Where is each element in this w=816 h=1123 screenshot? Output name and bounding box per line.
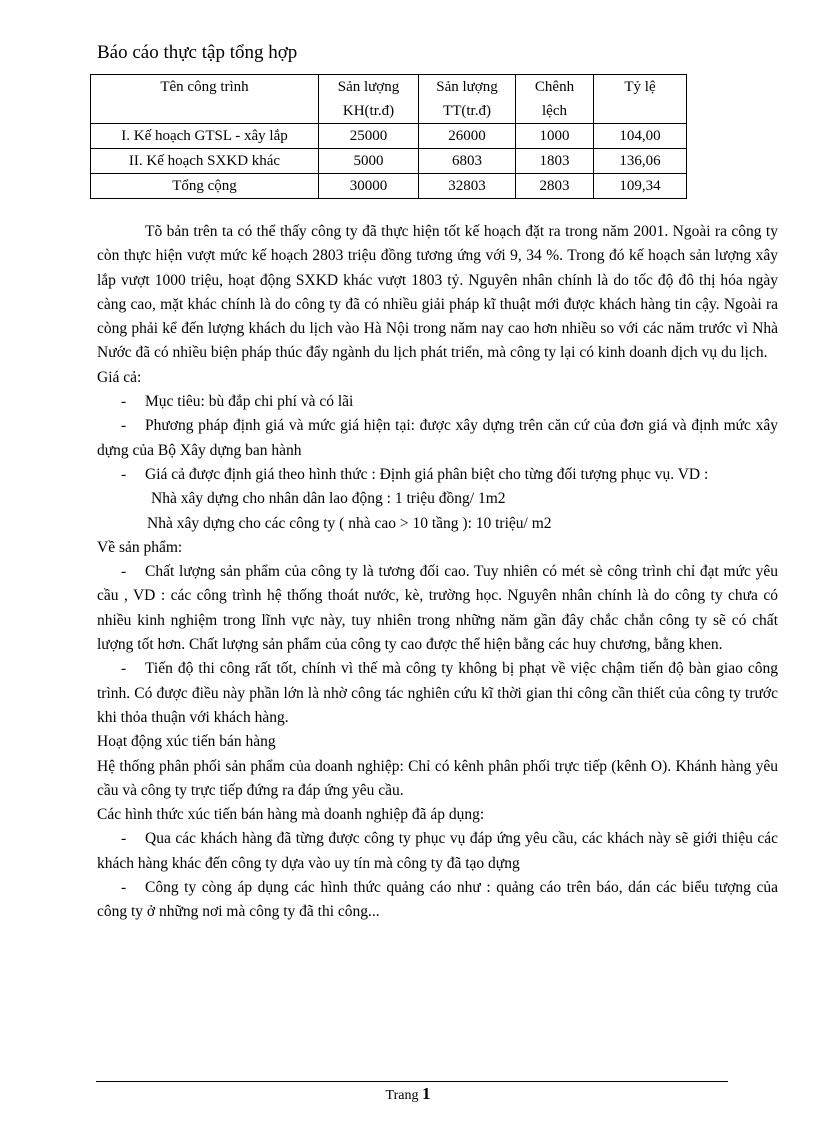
promotion-methods-heading: Các hình thức xúc tiến bán hàng mà doanh nghiệp đã áp dụng: (97, 806, 485, 824)
body-content (97, 220, 778, 925)
table-header-row (91, 75, 687, 124)
table-cell: 5000 (319, 149, 419, 174)
table-cell: 1000 (516, 124, 594, 149)
table-cell: 136,06 (594, 149, 687, 174)
example-line: Nhà xây dựng cho nhân dân lao động : 1 triệu đồng/ 1m2 (151, 490, 506, 508)
table-cell: 26000 (419, 124, 516, 149)
table-cell: II. Kế hoạch SXKD khác (91, 149, 319, 174)
bullet-dash: - (121, 660, 127, 678)
table-row-total (91, 174, 687, 199)
bullet-dash: - (121, 465, 127, 483)
table-cell: 30000 (319, 174, 419, 199)
list-item: - Tiến độ thi công rất tốt, chính vì thế mà công ty không bị phạt về việc chậm tiến độ bàn giao công trình. Có được điều này phần lớn là nhờ công tác nghiên cứu kĩ thời gian thi công cần thiết của công ty trước khi thỏa thuận với khách hàng. (97, 657, 778, 730)
example-line: Nhà xây dựng cho các công ty ( nhà cao > 10 tầng ): 10 triệu/ m2 (147, 514, 552, 532)
bullet-dash: - (121, 417, 127, 435)
page-label: Trang (385, 1088, 419, 1103)
table-cell: Tổng cộng (91, 174, 319, 199)
table-row (91, 149, 687, 174)
bullet-dash: - (121, 879, 127, 897)
page-footer (0, 1084, 816, 1104)
list-item: - Chất lượng sản phẩm của công ty là tương đối cao. Tuy nhiên có mét sè công trình chỉ đạt mức yêu cầu , VD : các công trình hệ thống thoát nước, kè, trường học. Nguyên nhân chính là do công ty chưa có nhiều kinh nghiệm trong lĩnh vực này, tuy nhiên trong những năm gần đây chắc chắn công ty sẽ có chất lượng tốt hơn. Chất lượng sản phẩm của công ty cao được thể hiện bằng các huy chương, bằng khen. (97, 560, 778, 657)
table-cell: 109,34 (594, 174, 687, 199)
col-header-ratio: Tỷ lệ (594, 75, 687, 124)
distribution-paragraph: Hệ thống phân phối sản phẩm của doanh nghiệp: Chỉ có kênh phân phối trực tiếp (kênh O). Khánh hàng yêu cầu và công ty trực tiếp đứng ra đáp ứng yêu cầu. (97, 757, 778, 799)
list-item: - Công ty còng áp dụng các hình thức quảng cáo như : quảng cáo trên báo, dán các biểu tượng của công ty ở những nơi mà công ty đã thi công... (97, 876, 778, 925)
table-cell: 2803 (516, 174, 594, 199)
bullet-dash: - (121, 563, 127, 581)
section-heading-product: Về sản phẩm: (97, 538, 183, 556)
bullet-dash: - (121, 830, 127, 848)
page-title: Báo cáo thực tập tổng hợp (97, 42, 298, 63)
section-heading-price: Giá cả: (97, 368, 142, 386)
list-item: - Giá cả được định giá theo hình thức : Định giá phân biệt cho từng đối tượng phục vụ. VD : (97, 463, 778, 487)
table-cell: 25000 (319, 124, 419, 149)
list-item: - Phương pháp định giá và mức giá hiện tại: được xây dựng trên căn cứ của đơn giá và định mức xây dựng của Bộ Xây dựng ban hành (97, 414, 778, 463)
bullet-dash: - (121, 393, 127, 411)
intro-paragraph: Tõ bản trên ta có thể thấy công ty đã thực hiện tốt kế hoạch đặt ra trong năm 2001. Ngoài ra công ty còn thực hiện vượt mức kế hoạch 2803 triệu đồng tương ứng với 9, 34 %. Trong đó kế hoạch sản lượng xây lắp vượt 1000 triệu, hoạt động SXKD khác vượt 1803 tỷ. Nguyên nhân chính là do tốc độ đô thị hóa ngày càng cao, mặt khác chính là do công ty đã có nhiều giải pháp kĩ thuật mới được khách hàng tin cậy. Ngoài ra còng phải kể đến lượng khách du lịch vào Hà Nội trong năm nay cao hơn nhiều so với các năm trước vì Nhà Nước đã có nhiều biện pháp thúc đẩy ngành du lịch phát triển, mà công ty lại có kinh doanh dịch vụ du lịch. (97, 223, 778, 362)
col-header-actual: Sản lượng TT(tr.đ) (419, 75, 516, 124)
table-cell: 6803 (419, 149, 516, 174)
plan-table (90, 74, 687, 199)
list-item: - Qua các khách hàng đã từng được công ty phục vụ đáp ứng yêu cầu, các khách này sẽ giới thiệu các khách hàng khác đến công ty dựa vào uy tín mà công ty đã tạo dựng (97, 827, 778, 876)
table-cell: 104,00 (594, 124, 687, 149)
list-item: - Mục tiêu: bù đắp chi phí và có lãi (97, 390, 778, 414)
section-heading-promotion: Hoạt động xúc tiến bán hàng (97, 733, 276, 751)
col-header-planned: Sản lượng KH(tr.đ) (319, 75, 419, 124)
table-row (91, 124, 687, 149)
page-number: 1 (421, 1084, 431, 1103)
col-header-difference: Chênh lệch (516, 75, 594, 124)
footer-divider (96, 1081, 728, 1082)
col-header-name: Tên công trình (91, 75, 319, 124)
table-cell: 32803 (419, 174, 516, 199)
table-cell: I. Kế hoạch GTSL - xây lắp (91, 124, 319, 149)
table-cell: 1803 (516, 149, 594, 174)
